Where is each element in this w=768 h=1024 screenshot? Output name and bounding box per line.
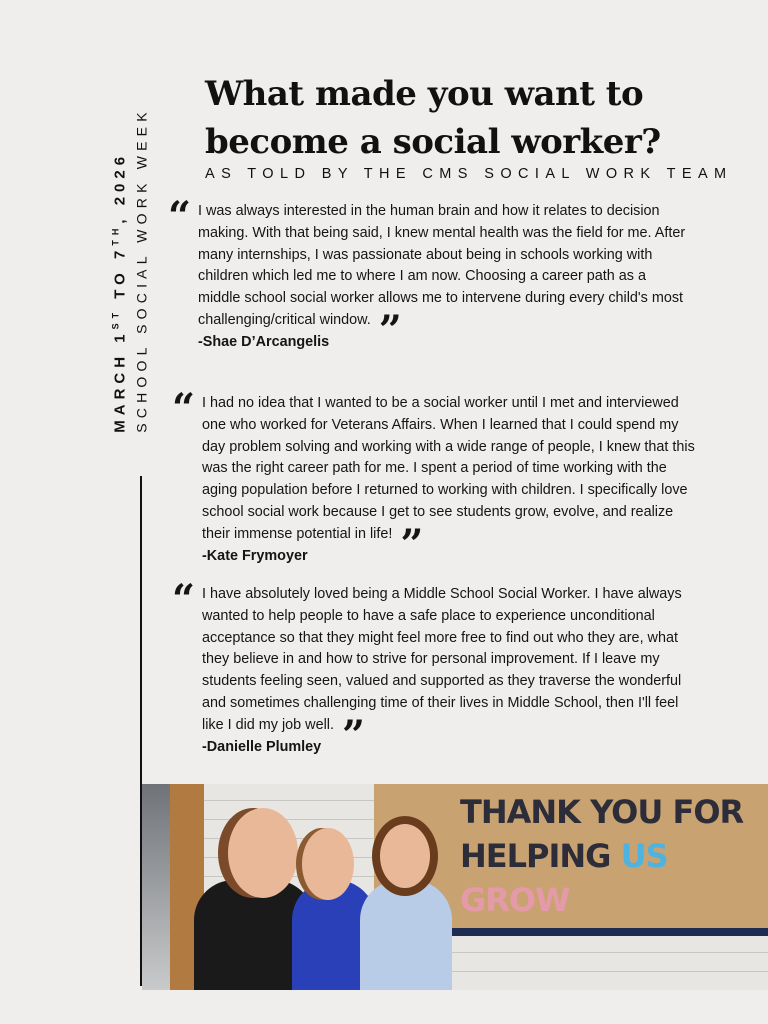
person-head: [228, 808, 298, 898]
person-head: [380, 824, 430, 888]
banner-text: GROW: [460, 881, 570, 919]
event-name: SCHOOL SOCIAL WORK WEEK: [133, 107, 150, 433]
quote-block: “ I was always interested in the human brain and how it relates to decision making. With that being said, I knew mental health was the field for me. After many internships, I was passionate about being in schools working with children which led me to where I am now. Choosing a career path as a middle school social worker allows me to intervene during every child's most challenging/critical window. ” -Shae D’Arcangelis: [198, 201, 688, 354]
banner-text: HELPING: [460, 837, 611, 875]
event-date: [105, 107, 132, 433]
date-year: , 2026: [111, 151, 129, 224]
date-sup: ST: [110, 307, 121, 330]
quote-author: -Shae D’Arcangelis: [198, 333, 330, 350]
quote-text: I had no idea that I wanted to be a social worker until I met and interviewed one who worked for Veterans Affairs. When I learned that I could spend my day problem solving and working with a wide range of people, I knew that this was the right career path for me. I spent a period of time working with the aging population before I returned to working with children. I specifically love school social work because I get to see students grow, evolve, and realize their immense potential in life!: [202, 395, 695, 542]
banner-text: THANK YOU FOR: [460, 793, 744, 831]
title-line: What made you want to: [205, 74, 644, 114]
subtitle: AS TOLD BY THE CMS SOCIAL WORK TEAM: [205, 166, 733, 182]
date-mid: TO 7: [111, 245, 129, 308]
date-sup: TH: [110, 223, 121, 246]
event-date-vertical: [105, 107, 152, 433]
person-head: [302, 828, 354, 900]
quote-text: I was always interested in the human brain and how it relates to decision making. With that being said, I knew mental health was the field for me. After many internships, I was passionate about being in schools working with children which led me to where I am now. Choosing a career path as a middle school social worker allows me to intervene during every child's most challenging/critical window.: [198, 203, 686, 328]
quote-author: -Danielle Plumley: [202, 738, 322, 755]
banner-text: US: [620, 837, 668, 875]
close-quote-icon: ”: [378, 306, 402, 354]
close-quote-icon: ”: [400, 520, 424, 568]
page-title: [205, 70, 661, 166]
title-line: become a social worker?: [205, 122, 661, 162]
person: [360, 880, 452, 990]
quote-text: I have absolutely loved being a Middle School Social Worker. I have always wanted to help people to have a safe place to experience unconditional acceptance so that they might feel more free to find out who they are, what they believe in and how to strive for personal improvement. If I leave my students feeling seen, valued and supported as they traverse the wonderful and sometimes challenging time of their lives in Middle School, then I'll feel like I did my job well.: [202, 586, 682, 733]
team-photo: [142, 784, 768, 990]
close-quote-icon: ”: [341, 711, 365, 759]
date-start: MARCH 1: [111, 329, 129, 433]
quote-block: “ I have absolutely loved being a Middle School Social Worker. I have always wanted to help people to have a safe place to experience unconditional acceptance so that they might feel more free to find out who they are, what they believe in and how to strive for personal improvement. If I leave my students feeling seen, valued and supported as they traverse the wonderful and sometimes challenging time of their lives in Middle School, then I'll feel like I did my job well. ” -Danielle Plumley: [202, 584, 692, 758]
quote-block: “ I had no idea that I wanted to be a social worker until I met and interviewed one who worked for Veterans Affairs. When I learned that I could spend my day problem solving and working with a wide range of people, I knew that this was the right career path for me. I spent a period of time working with the aging population before I returned to working with children. I specifically love school social work because I get to see students grow, evolve, and realize their immense potential in life! ” -Kate Frymoyer: [202, 393, 702, 567]
quote-author: -Kate Frymoyer: [202, 547, 308, 564]
